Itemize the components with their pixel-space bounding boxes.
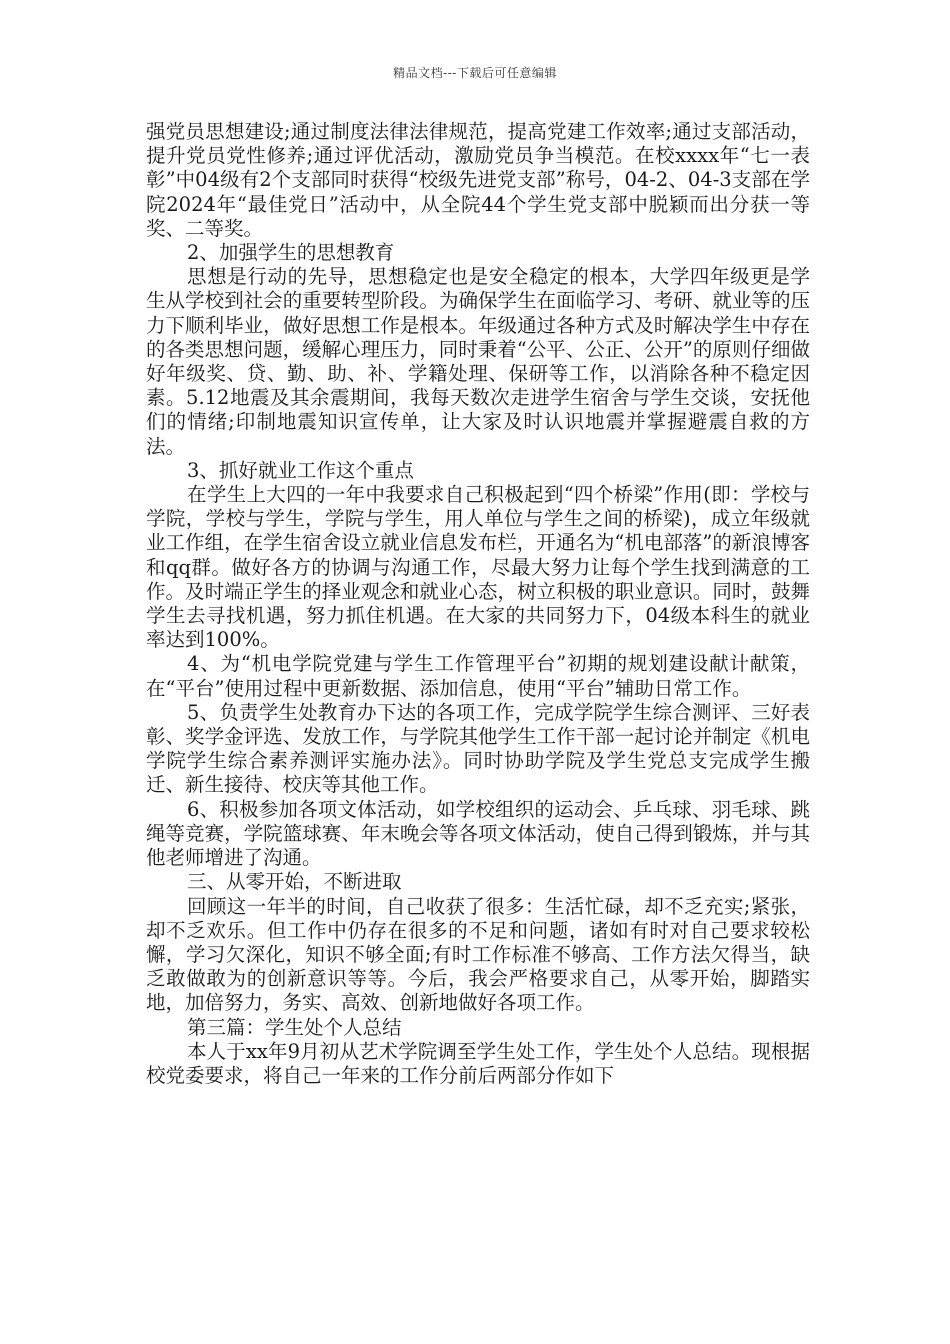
paragraph-8: 本人于xx年9月初从艺术学院调至学生处工作，学生处个人总结。现根据校党委要求，将自己一年来的工作分前后两部分作如下 <box>146 1039 810 1087</box>
heading-employment: 3、抓好就业工作这个重点 <box>187 458 414 482</box>
paragraph-6: 6、积极参加各项文体活动，如学校组织的运动会、乒乓球、羽毛球、跳绳等竞赛，学院篮球赛、年末晚会等各项文体活动，使自己得到锻炼，并与其他老师增进了沟通。 <box>146 797 810 870</box>
paragraph-7: 回顾这一年半的时间，自己收获了很多：生活忙碌，却不乏充实;紧张，却不乏欢乐。但工作中仍存在很多的不足和问题，诸如有时对自己要求较松懈，学习欠深化，知识不够全面;有时工作标准不够高、工作方法欠得当，缺乏敢做敢为的创新意识等等。今后，我会严格要求自己，从零开始，脚踏实地，加倍努力，务实、高效、创新地做好各项工作。 <box>146 894 810 1015</box>
paragraph-1: 强党员思想建设;通过制度法律法律规范，提高党建工作效率;通过支部活动，提升党员党性修养;通过评优活动，激励党员争当模范。在校xxxx年“七一表彰”中04级有2个支部同时获得“校级先进党支部”称号，04-2、04-3支部在学院2024年“最佳党日”活动中，从全院44个学生党支部中脱颖而出分获一等奖、二等奖。 <box>146 120 810 240</box>
paragraph-4: 4、为“机电学院党建与学生工作管理平台”初期的规划建设献计献策，在“平台”使用过程中更新数据、添加信息，使用“平台”辅助日常工作。 <box>146 652 810 700</box>
heading-thought-education: 2、加强学生的思想教育 <box>187 241 395 265</box>
heading-part-three: 第三篇：学生处个人总结 <box>187 1015 402 1039</box>
paragraph-5: 5、负责学生处教育办下达的各项工作，完成学院学生综合测评、三好表彰、奖学金评选、发放工作，与学院其他学生工作干部一起讨论并制定《机电学院学生综合素养测评实施办法》。同时协助学院及学生党总支完成学生搬迁、新生接待、校庆等其他工作。 <box>146 700 810 797</box>
heading-start-from-zero: 三、从零开始，不断进取 <box>187 870 402 894</box>
paragraph-2: 思想是行动的先导，思想稳定也是安全稳定的根本，大学四年级更是学生从学校到社会的重要转型阶段。为确保学生在面临学习、考研、就业等的压力下顺利毕业，做好思想工作是根本。年级通过各种方式及时解决学生中存在的各类思想问题，缓解心理压力，同时秉着“公平、公正、公开”的原则仔细做好年级奖、贷、勤、助、补、学籍处理、保研等工作，以消除各种不稳定因素。5.12地震及其余震期间，我每天数次走进学生宿舍与学生交谈，安抚他们的情绪;印制地震知识宣传单，让大家及时认识地震并掌握避震自救的方法。 <box>146 265 810 458</box>
document-body <box>146 120 810 1088</box>
page-header: 精品文档---下载后可任意编辑 <box>393 66 557 80</box>
paragraph-3: 在学生上大四的一年中我要求自己积极起到“四个桥梁”作用(即：学校与学院，学校与学生，学院与学生，用人单位与学生之间的桥梁)，成立年级就业工作组，在学生宿舍设立就业信息发布栏，开通名为“机电部落”的新浪博客和qq群。做好各方的协调与沟通工作，尽最大努力让每个学生找到满意的工作。及时端正学生的择业观念和就业心态，树立积极的职业意识。同时，鼓舞学生去寻找机遇，努力抓住机遇。在大家的共同努力下，04级本科生的就业率达到100%。 <box>146 483 810 652</box>
